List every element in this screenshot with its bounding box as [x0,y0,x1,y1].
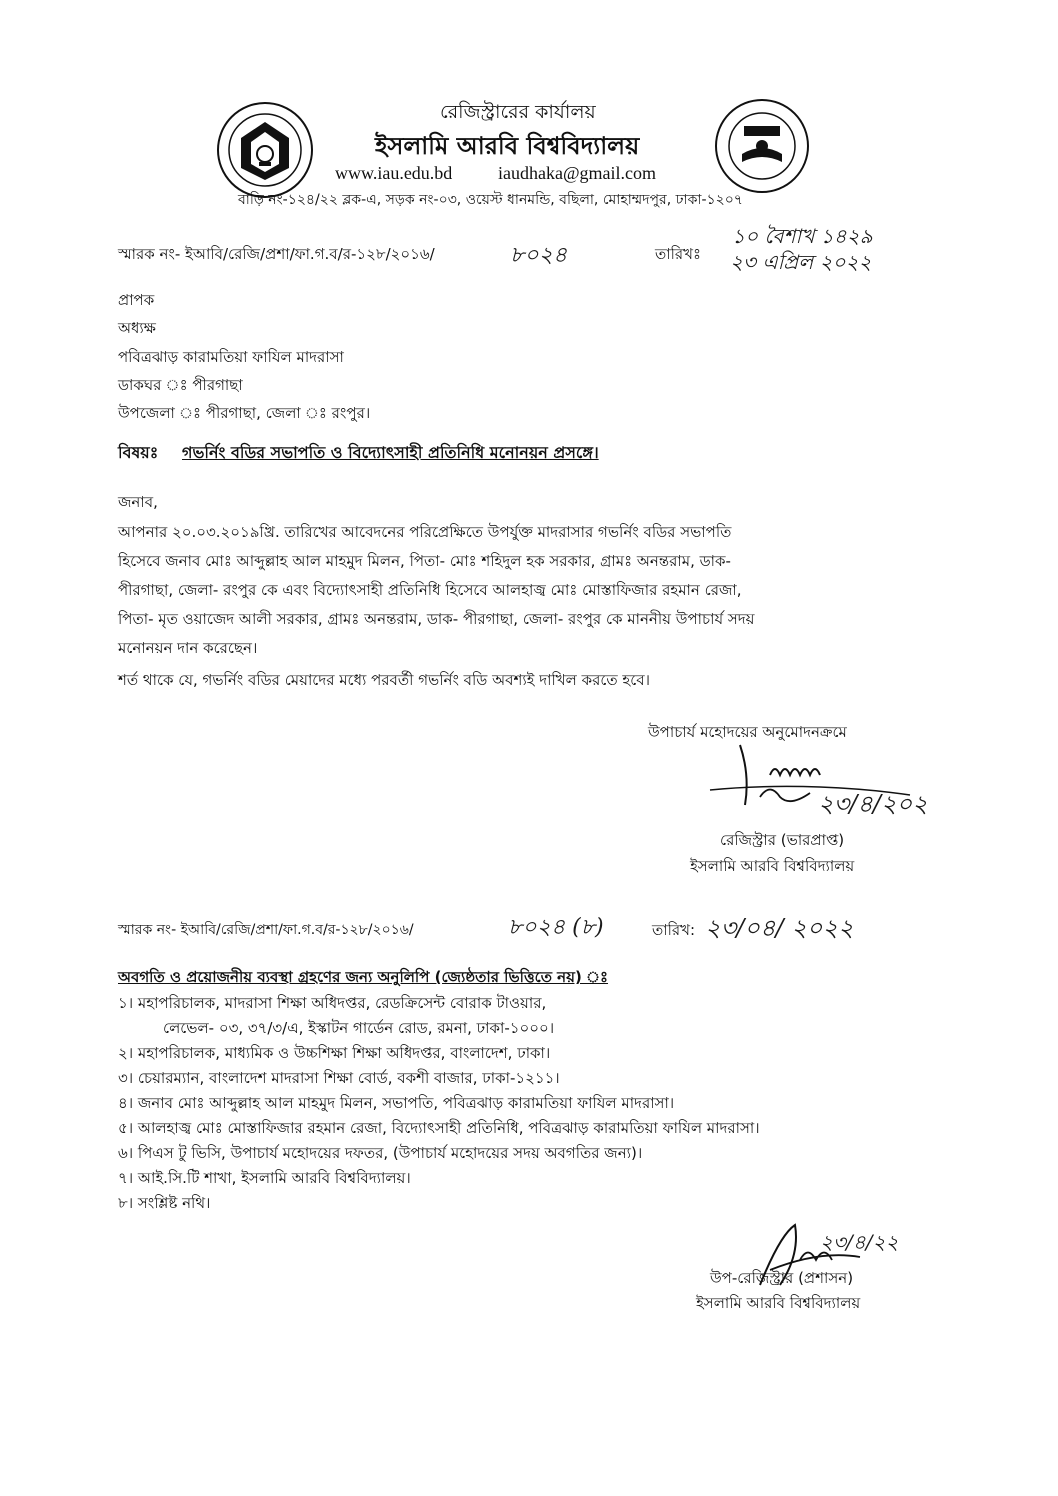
memo2-date-label: তারিখ: [652,921,696,939]
recipient-line: ডাকঘর ঃ পীরগাছা [118,376,243,394]
email-link[interactable]: iaudhaka@gmail.com [498,163,657,183]
body-line: পিতা- মৃত ওয়াজেদ আলী সরকার, গ্রামঃ অনন্তরাম, ডাক- পীরগাছা, জেলা- রংপুর কে মাননীয় উপাচার্য সদয় [118,610,755,628]
body-condition: শর্ত থাকে যে, গভর্নিং বডির মেয়াদের মধ্যে পরবর্তী গভর্নিং বডি অবশ্যই দাখিল করতে হবে। [118,671,650,689]
recipient-line: উপজেলা ঃ পীরগাছা, জেলা ঃ রংপুর। [118,404,371,422]
body-line: আপনার ২০.০৩.২০১৯খ্রি. তারিখের আবেদনের পরিপ্রেক্ষিতে উপর্যুক্ত মাদরাসার গভর্নিং বডির সভাপতি [118,523,732,541]
website-link[interactable]: www.iau.edu.bd [335,163,453,183]
registrar-org: ইসলামি আরবি বিশ্ববিদ্যালয় [690,857,855,875]
copy-item: ৫। আলহাজ্ব মোঃ মোস্তাফিজার রহমান রেজা, বিদ্যোৎসাহী প্রতিনিধি, পবিত্রঝাড় কারামতিয়া ফাযিল মাদরাসা। [118,1119,760,1137]
copy-item: ২। মহাপরিচালক, মাধ্যমিক ও উচ্চশিক্ষা শিক্ষা অধিদপ্তর, বাংলাদেশ, ঢাকা। [118,1044,551,1062]
deputy-registrar-title: উপ-রেজিস্ট্রার (প্রশাসন) [710,1269,854,1287]
salutation: জনাব, [118,493,158,511]
copy-item: ৩। চেয়ারম্যান, বাংলাদেশ মাদরাসা শিক্ষা বোর্ড, বকশী বাজার, ঢাকা-১২১১। [118,1069,560,1087]
memo2-reference: স্মারক নং- ইআবি/রেজি/প্রশা/ফা.গ.ব/র-১২৮/২০১৬/ [118,922,414,938]
university-logo-left [215,100,315,200]
body-line: হিসেবে জনাব মোঃ আব্দুল্লাহ আল মাহমুদ মিলন, পিতা- মোঃ শহিদুল হক সরকার, গ্রামঃ অনন্তরাম, ডাক- [118,552,731,570]
registrar-title: রেজিস্ট্রার (ভারপ্রাপ্ত) [720,831,845,849]
copy-item: ৬। পিএস টু ভিসি, উপাচার্য মহোদয়ের দফতর, (উপাচার্য মহোদয়ের সদয় অবগতির জন্য)। [118,1144,643,1162]
memo-date-label: তারিখঃ [655,245,701,263]
body-line: মনোনয়ন দান করেছেন। [118,639,258,657]
copy-item: লেভেল- ০৩, ৩৭/৩/এ, ইস্কাটন গার্ডেন রোড, রমনা, ঢাকা-১০০০। [163,1019,555,1037]
subject-text: গভর্নিং বডির সভাপতি ও বিদ্যোৎসাহী প্রতিনিধি মনোনয়ন প্রসঙ্গে। [182,443,599,462]
university-seal-right [712,96,812,196]
memo-date-handwritten-1: ১০ বৈশাখ ১৪২৯ [732,224,873,248]
approval-note: উপাচার্য মহোদয়ের অনুমোদনক্রমে [648,723,847,741]
recipient-label: প্রাপক [118,291,155,309]
subject-label: বিষয়ঃ [118,443,159,462]
registrar-signature-date: ২৩/৪/২০২ [818,790,928,818]
deputy-registrar-signature-date: ২৩/৪/২২ [820,1230,899,1254]
memo2-date-handwritten: ২৩/০৪/ ২০২২ [705,914,854,942]
address-line: বাড়ি নং-১২৪/২২ ব্লক-এ, সড়ক নং-০৩, ওয়েস্ট ধানমন্ডি, বছিলা, মোহাম্মদপুর, ঢাকা-১২০৭ [238,192,743,208]
body-line: পীরগাছা, জেলা- রংপুর কে এবং বিদ্যোৎসাহী প্রতিনিধি হিসেবে আলহাজ্ব মোঃ মোস্তাফিজার রহমান রেজা, [118,581,742,599]
memo-reference: স্মারক নং- ইআবি/রেজি/প্রশা/ফা.গ.ব/র-১২৮/২০১৬/ [118,245,435,263]
university-name: ইসলামি আরবি বিশ্ববিদ্যালয় [375,132,640,160]
recipient-line: অধ্যক্ষ [118,319,156,337]
recipient-line: পবিত্রঝাড় কারামতিয়া ফাযিল মাদরাসা [118,348,344,366]
copy-item: ৮। সংশ্লিষ্ট নথি। [118,1194,211,1212]
copies-heading: অবগতি ও প্রয়োজনীয় ব্যবস্থা গ্রহণের জন্য অনুলিপি (জ্যেষ্ঠতার ভিত্তিতে নয়) ঃ [118,968,609,986]
memo2-reference-handwritten: ৮০২৪ (৮) [508,915,604,940]
memo-reference-handwritten: ৮০২৪ [510,243,568,268]
memo-date-handwritten-2: ২৩ এপ্রিল ২০২২ [730,250,872,274]
copy-item: ৭। আই.সি.টি শাখা, ইসলামি আরবি বিশ্ববিদ্যালয়। [118,1169,411,1187]
copy-item: ৪। জনাব মোঃ আব্দুল্লাহ আল মাহমুদ মিলন, সভাপতি, পবিত্রঝাড় কারামতিয়া ফাযিল মাদরাসা। [118,1094,675,1112]
copy-item: ১। মহাপরিচালক, মাদরাসা শিক্ষা অধিদপ্তর, রেডক্রিসেন্ট বোরাক টাওয়ার, [118,994,547,1012]
office-title: রেজিস্ট্রারের কার্যালয় [440,101,596,123]
deputy-registrar-org: ইসলামি আরবি বিশ্ববিদ্যালয় [696,1294,861,1312]
